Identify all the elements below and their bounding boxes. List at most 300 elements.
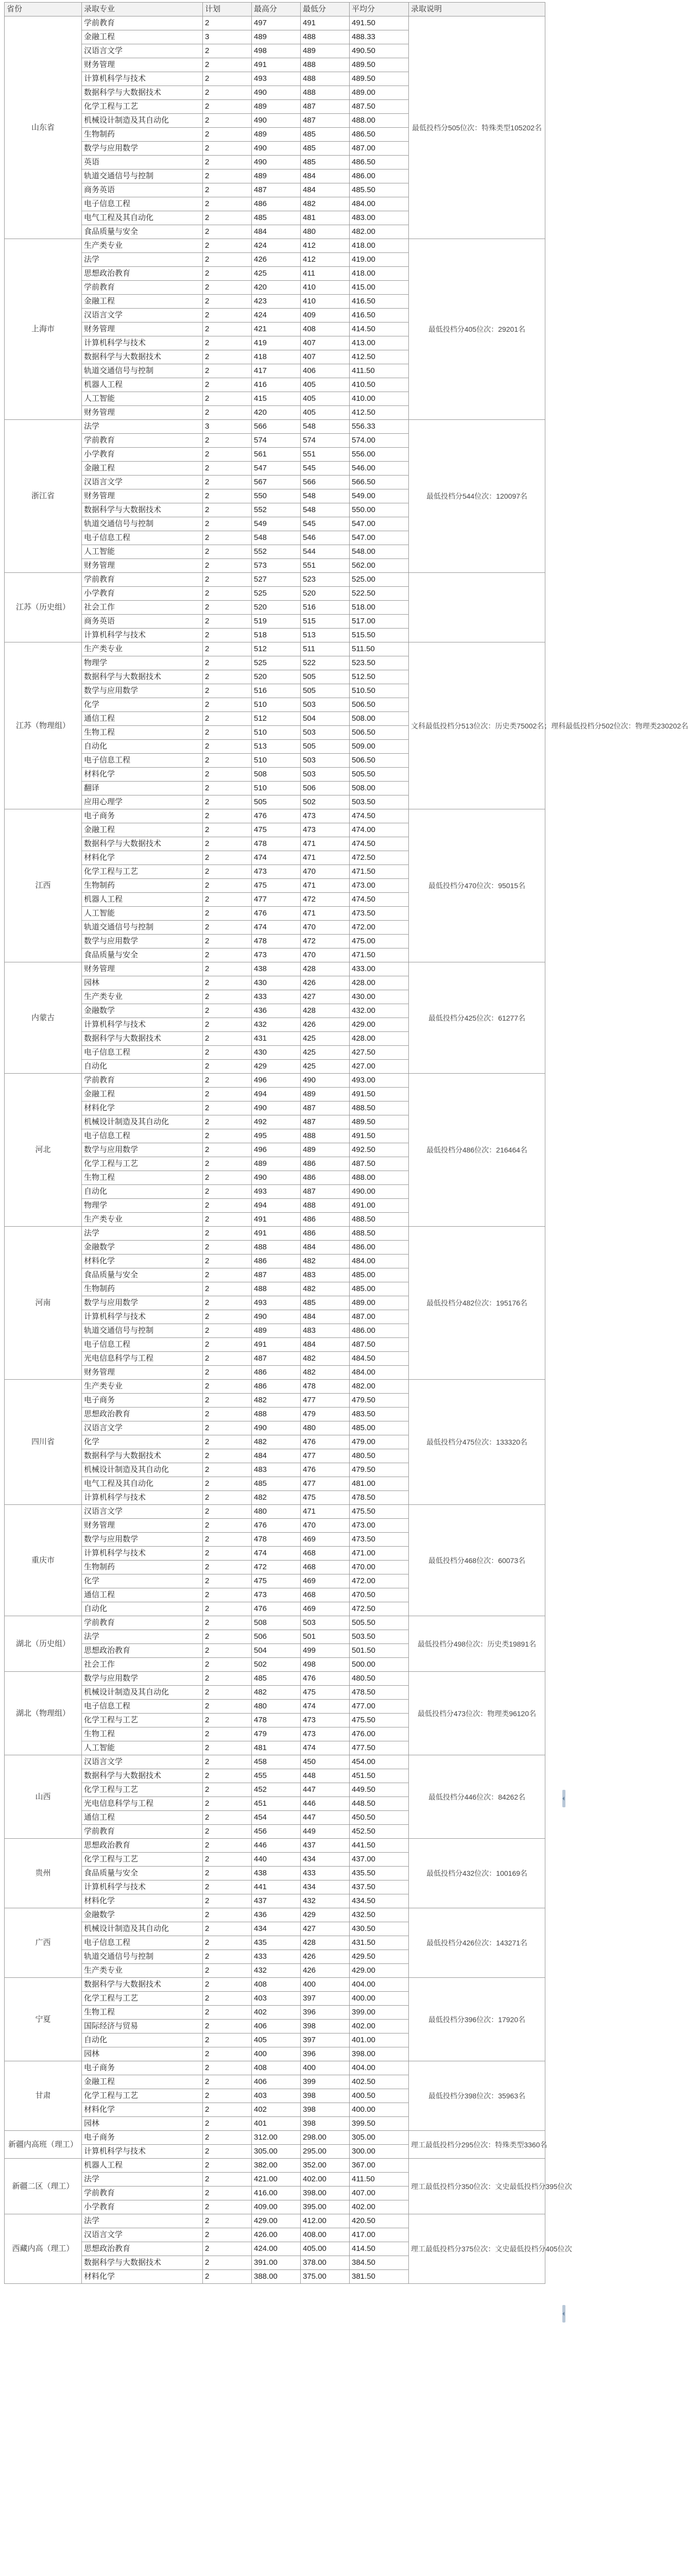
avg-score-cell: 381.50 (350, 2270, 409, 2284)
avg-score-cell: 399.50 (350, 2117, 409, 2131)
note-cell: 最低投档分544位次：120097名 (409, 420, 545, 573)
plan-cell: 2 (203, 2075, 252, 2089)
max-score-cell: 479 (252, 1727, 301, 1741)
max-score-cell: 441 (252, 1880, 301, 1894)
avg-score-cell: 522.50 (350, 587, 409, 601)
min-score-cell: 434 (301, 1880, 350, 1894)
major-cell: 生物制药 (82, 879, 203, 893)
province-cell: 贵州 (5, 1839, 82, 1908)
plan-cell: 2 (203, 142, 252, 156)
max-score-cell: 432 (252, 1964, 301, 1978)
header-plan: 计划 (203, 3, 252, 16)
avg-score-cell: 503.50 (350, 1630, 409, 1644)
major-cell: 电子信息工程 (82, 1700, 203, 1714)
max-score-cell: 552 (252, 545, 301, 559)
major-cell: 小学教育 (82, 587, 203, 601)
max-score-cell: 489 (252, 170, 301, 183)
major-cell: 汉语言文学 (82, 309, 203, 323)
avg-score-cell: 451.50 (350, 1769, 409, 1783)
major-cell: 化学 (82, 1574, 203, 1588)
plan-cell: 2 (203, 239, 252, 253)
min-score-cell: 407 (301, 350, 350, 364)
province-cell: 四川省 (5, 1380, 82, 1505)
major-cell: 材料化学 (82, 2270, 203, 2284)
avg-score-cell: 482.00 (350, 1380, 409, 1394)
avg-score-cell: 479.50 (350, 1394, 409, 1408)
max-score-cell: 476 (252, 1519, 301, 1533)
max-score-cell: 490 (252, 142, 301, 156)
province-cell: 山西 (5, 1755, 82, 1839)
min-score-cell: 469 (301, 1533, 350, 1547)
avg-score-cell: 525.00 (350, 573, 409, 587)
avg-score-cell: 488.50 (350, 1213, 409, 1227)
plan-cell: 2 (203, 1338, 252, 1352)
major-cell: 计算机科学与技术 (82, 1018, 203, 1032)
major-cell: 思想政治教育 (82, 267, 203, 281)
avg-score-cell: 487.50 (350, 100, 409, 114)
plan-cell: 2 (203, 1366, 252, 1380)
plan-cell: 2 (203, 1964, 252, 1978)
plan-cell: 2 (203, 170, 252, 183)
avg-score-cell: 429.50 (350, 1950, 409, 1964)
plan-cell: 2 (203, 921, 252, 935)
min-score-cell: 405 (301, 406, 350, 420)
major-cell: 金融工程 (82, 1088, 203, 1101)
table-row (5, 1074, 545, 1088)
max-score-cell: 437 (252, 1894, 301, 1908)
province-cell: 内蒙古 (5, 962, 82, 1074)
avg-score-cell: 470.50 (350, 1588, 409, 1602)
max-score-cell: 480 (252, 1700, 301, 1714)
major-cell: 数学与应用数学 (82, 684, 203, 698)
min-score-cell: 501 (301, 1630, 350, 1644)
min-score-cell: 405 (301, 378, 350, 392)
min-score-cell: 471 (301, 1505, 350, 1519)
plan-cell: 2 (203, 2006, 252, 2020)
avg-score-cell: 450.50 (350, 1811, 409, 1825)
major-cell: 化学工程与工艺 (82, 1157, 203, 1171)
major-cell: 材料化学 (82, 1255, 203, 1268)
plan-cell: 2 (203, 726, 252, 740)
avg-score-cell: 367.00 (350, 2159, 409, 2173)
avg-score-cell: 432.00 (350, 1004, 409, 1018)
max-score-cell: 485 (252, 1477, 301, 1491)
max-score-cell: 493 (252, 72, 301, 86)
max-score-cell: 486 (252, 1380, 301, 1394)
avg-score-cell: 411.50 (350, 2173, 409, 2187)
avg-score-cell: 473.00 (350, 879, 409, 893)
avg-score-cell: 486.50 (350, 128, 409, 142)
province-cell: 上海市 (5, 239, 82, 420)
major-cell: 电子商务 (82, 2061, 203, 2075)
plan-cell: 2 (203, 1004, 252, 1018)
max-score-cell: 474 (252, 851, 301, 865)
avg-score-cell: 483.50 (350, 1408, 409, 1421)
major-cell: 计算机科学与技术 (82, 1310, 203, 1324)
avg-score-cell: 404.00 (350, 1978, 409, 1992)
min-score-cell: 437 (301, 1839, 350, 1853)
avg-score-cell: 398.00 (350, 2047, 409, 2061)
plan-cell: 2 (203, 1853, 252, 1867)
plan-cell: 2 (203, 1686, 252, 1700)
avg-score-cell: 428.00 (350, 976, 409, 990)
avg-score-cell: 487.50 (350, 1338, 409, 1352)
min-score-cell: 488 (301, 1129, 350, 1143)
plan-cell: 2 (203, 879, 252, 893)
avg-score-cell: 487.00 (350, 142, 409, 156)
min-score-cell: 484 (301, 1241, 350, 1255)
min-score-cell: 471 (301, 837, 350, 851)
avg-score-cell: 452.50 (350, 1825, 409, 1839)
plan-cell: 2 (203, 2270, 252, 2284)
major-cell: 计算机科学与技术 (82, 1491, 203, 1505)
plan-cell: 2 (203, 1825, 252, 1839)
major-cell: 电子信息工程 (82, 1046, 203, 1060)
major-cell: 翻译 (82, 782, 203, 795)
plan-cell: 2 (203, 1129, 252, 1143)
avg-score-cell: 486.00 (350, 1324, 409, 1338)
major-cell: 汉语言文学 (82, 44, 203, 58)
min-score-cell: 488 (301, 1199, 350, 1213)
plan-cell: 2 (203, 197, 252, 211)
min-score-cell: 485 (301, 1296, 350, 1310)
avg-score-cell: 488.00 (350, 114, 409, 128)
min-score-cell: 378.00 (301, 2256, 350, 2270)
table-row (5, 1227, 545, 1241)
plan-cell: 2 (203, 128, 252, 142)
max-score-cell: 432 (252, 1018, 301, 1032)
province-cell: 重庆市 (5, 1505, 82, 1616)
min-score-cell: 548 (301, 489, 350, 503)
plan-cell: 2 (203, 309, 252, 323)
major-cell: 数据科学与大数据技术 (82, 837, 203, 851)
avg-score-cell: 428.00 (350, 1032, 409, 1046)
table-row (5, 16, 545, 30)
max-score-cell: 458 (252, 1755, 301, 1769)
major-cell: 生产类专业 (82, 1380, 203, 1394)
major-cell: 学前教育 (82, 1616, 203, 1630)
max-score-cell: 424 (252, 239, 301, 253)
major-cell: 金融数学 (82, 1908, 203, 1922)
major-cell: 通信工程 (82, 1811, 203, 1825)
plan-cell: 2 (203, 1602, 252, 1616)
avg-score-cell: 510.50 (350, 684, 409, 698)
major-cell: 小学教育 (82, 448, 203, 462)
plan-cell: 2 (203, 281, 252, 295)
min-score-cell: 483 (301, 1268, 350, 1282)
sidebar-toggle-tab[interactable] (562, 1790, 565, 1807)
max-score-cell: 491 (252, 1338, 301, 1352)
plan-cell: 2 (203, 1268, 252, 1282)
max-score-cell: 574 (252, 434, 301, 448)
major-cell: 数据科学与大数据技术 (82, 1769, 203, 1783)
max-score-cell: 478 (252, 1714, 301, 1727)
max-score-cell: 549 (252, 517, 301, 531)
min-score-cell: 487 (301, 100, 350, 114)
major-cell: 法学 (82, 420, 203, 434)
major-cell: 金融工程 (82, 30, 203, 44)
major-cell: 轨道交通信号与控制 (82, 170, 203, 183)
min-score-cell: 505 (301, 670, 350, 684)
avg-score-cell: 485.50 (350, 183, 409, 197)
major-cell: 生物工程 (82, 726, 203, 740)
major-cell: 计算机科学与技术 (82, 336, 203, 350)
max-score-cell: 473 (252, 948, 301, 962)
plan-cell: 2 (203, 1115, 252, 1129)
max-score-cell: 478 (252, 935, 301, 948)
avg-score-cell: 487.50 (350, 1157, 409, 1171)
max-score-cell: 512 (252, 642, 301, 656)
min-score-cell: 482 (301, 1255, 350, 1268)
min-score-cell: 488 (301, 72, 350, 86)
max-score-cell: 456 (252, 1825, 301, 1839)
plan-cell: 2 (203, 601, 252, 615)
avg-score-cell: 407.00 (350, 2187, 409, 2200)
major-cell: 电子信息工程 (82, 754, 203, 768)
province-cell: 河北 (5, 1074, 82, 1227)
plan-cell: 2 (203, 1755, 252, 1769)
min-score-cell: 398 (301, 2117, 350, 2131)
avg-score-cell: 488.00 (350, 1171, 409, 1185)
min-score-cell: 474 (301, 1741, 350, 1755)
avg-score-cell: 473.00 (350, 1519, 409, 1533)
plan-cell: 2 (203, 1157, 252, 1171)
major-cell: 通信工程 (82, 712, 203, 726)
plan-cell: 2 (203, 2117, 252, 2131)
min-score-cell: 503 (301, 768, 350, 782)
plan-cell: 2 (203, 1046, 252, 1060)
major-cell: 计算机科学与技术 (82, 1880, 203, 1894)
avg-score-cell: 505.50 (350, 768, 409, 782)
avg-score-cell: 574.00 (350, 434, 409, 448)
avg-score-cell: 474.50 (350, 837, 409, 851)
max-score-cell: 496 (252, 1074, 301, 1088)
min-score-cell: 477 (301, 1394, 350, 1408)
avg-score-cell: 417.00 (350, 2228, 409, 2242)
plan-cell: 2 (203, 350, 252, 364)
max-score-cell: 481 (252, 1741, 301, 1755)
plan-cell: 2 (203, 893, 252, 907)
avg-score-cell: 547.00 (350, 517, 409, 531)
avg-score-cell: 411.50 (350, 364, 409, 378)
plan-cell: 2 (203, 809, 252, 823)
table-row (5, 1908, 545, 1922)
table-row (5, 1672, 545, 1686)
max-score-cell: 520 (252, 670, 301, 684)
min-score-cell: 545 (301, 517, 350, 531)
avg-score-cell: 399.00 (350, 2006, 409, 2020)
plan-cell: 2 (203, 990, 252, 1004)
min-score-cell: 574 (301, 434, 350, 448)
max-score-cell: 440 (252, 1853, 301, 1867)
avg-score-cell: 454.00 (350, 1755, 409, 1769)
max-score-cell: 475 (252, 823, 301, 837)
major-cell: 小学教育 (82, 2200, 203, 2214)
min-score-cell: 475 (301, 1491, 350, 1505)
min-score-cell: 447 (301, 1783, 350, 1797)
max-score-cell: 494 (252, 1199, 301, 1213)
max-score-cell: 518 (252, 629, 301, 642)
avg-score-cell: 479.50 (350, 1463, 409, 1477)
max-score-cell: 482 (252, 1491, 301, 1505)
max-score-cell: 431 (252, 1032, 301, 1046)
major-cell: 电子信息工程 (82, 1936, 203, 1950)
min-score-cell: 397 (301, 2033, 350, 2047)
plan-cell: 2 (203, 1783, 252, 1797)
table-row (5, 573, 545, 587)
min-score-cell: 470 (301, 921, 350, 935)
min-score-cell: 503 (301, 1616, 350, 1630)
header-row (5, 3, 545, 16)
plan-cell: 2 (203, 1421, 252, 1435)
plan-cell: 2 (203, 16, 252, 30)
major-cell: 英语 (82, 156, 203, 170)
major-cell: 数学与应用数学 (82, 1296, 203, 1310)
note-cell: 最低投档分446位次：84262名 (409, 1755, 545, 1839)
max-score-cell: 489 (252, 30, 301, 44)
max-score-cell: 433 (252, 1950, 301, 1964)
sidebar-toggle-tab-lower[interactable] (562, 2305, 565, 2323)
plan-cell: 2 (203, 1463, 252, 1477)
max-score-cell: 420 (252, 281, 301, 295)
major-cell: 金融数学 (82, 1004, 203, 1018)
major-cell: 财务管理 (82, 962, 203, 976)
major-cell: 数据科学与大数据技术 (82, 1978, 203, 1992)
plan-cell: 2 (203, 503, 252, 517)
plan-cell: 2 (203, 865, 252, 879)
avg-score-cell: 418.00 (350, 267, 409, 281)
max-score-cell: 489 (252, 1324, 301, 1338)
plan-cell: 2 (203, 72, 252, 86)
max-score-cell: 421 (252, 323, 301, 336)
min-score-cell: 471 (301, 907, 350, 921)
plan-cell: 2 (203, 948, 252, 962)
major-cell: 化学工程与工艺 (82, 1853, 203, 1867)
avg-score-cell: 472.50 (350, 1602, 409, 1616)
min-score-cell: 428 (301, 1936, 350, 1950)
max-score-cell: 516 (252, 684, 301, 698)
max-score-cell: 490 (252, 1421, 301, 1435)
avg-score-cell: 431.50 (350, 1936, 409, 1950)
min-score-cell: 482 (301, 1282, 350, 1296)
avg-score-cell: 556.33 (350, 420, 409, 434)
avg-score-cell: 486.00 (350, 170, 409, 183)
note-cell: 最低投档分468位次：60073名 (409, 1505, 545, 1616)
plan-cell: 2 (203, 1588, 252, 1602)
min-score-cell: 400 (301, 1978, 350, 1992)
avg-score-cell: 441.50 (350, 1839, 409, 1853)
min-score-cell: 473 (301, 809, 350, 823)
plan-cell: 2 (203, 2103, 252, 2117)
min-score-cell: 471 (301, 879, 350, 893)
min-score-cell: 487 (301, 1115, 350, 1129)
plan-cell: 2 (203, 1616, 252, 1630)
max-score-cell: 405 (252, 2033, 301, 2047)
avg-score-cell: 419.00 (350, 253, 409, 267)
note-cell: 最低投档分505位次：特殊类型105202名 (409, 16, 545, 239)
plan-cell: 2 (203, 1060, 252, 1074)
max-score-cell: 403 (252, 1992, 301, 2006)
plan-cell: 2 (203, 1491, 252, 1505)
table-row (5, 962, 545, 976)
max-score-cell: 573 (252, 559, 301, 573)
max-score-cell: 550 (252, 489, 301, 503)
min-score-cell: 473 (301, 1714, 350, 1727)
min-score-cell: 476 (301, 1672, 350, 1686)
min-score-cell: 480 (301, 1421, 350, 1435)
avg-score-cell: 410.00 (350, 392, 409, 406)
avg-score-cell: 484.00 (350, 1366, 409, 1380)
plan-cell: 2 (203, 378, 252, 392)
plan-cell: 2 (203, 1811, 252, 1825)
max-score-cell: 446 (252, 1839, 301, 1853)
max-score-cell: 426 (252, 253, 301, 267)
max-score-cell: 495 (252, 1129, 301, 1143)
min-score-cell: 410 (301, 281, 350, 295)
major-cell: 机械设计制造及其自动化 (82, 1686, 203, 1700)
major-cell: 电子商务 (82, 1394, 203, 1408)
min-score-cell: 520 (301, 587, 350, 601)
plan-cell: 3 (203, 30, 252, 44)
max-score-cell: 419 (252, 336, 301, 350)
plan-cell: 2 (203, 1547, 252, 1561)
major-cell: 思想政治教育 (82, 1408, 203, 1421)
plan-cell: 2 (203, 267, 252, 281)
plan-cell: 2 (203, 754, 252, 768)
plan-cell: 2 (203, 907, 252, 921)
avg-score-cell: 485.00 (350, 1282, 409, 1296)
plan-cell: 2 (203, 406, 252, 420)
min-score-cell: 468 (301, 1547, 350, 1561)
max-score-cell: 408 (252, 2061, 301, 2075)
plan-cell: 2 (203, 823, 252, 837)
avg-score-cell: 471.50 (350, 948, 409, 962)
avg-score-cell: 508.00 (350, 712, 409, 726)
avg-score-cell: 485.00 (350, 1268, 409, 1282)
min-score-cell: 407 (301, 336, 350, 350)
max-score-cell: 472 (252, 1561, 301, 1574)
max-score-cell: 451 (252, 1797, 301, 1811)
major-cell: 人工智能 (82, 392, 203, 406)
max-score-cell: 438 (252, 962, 301, 976)
min-score-cell: 398.00 (301, 2187, 350, 2200)
max-score-cell: 490 (252, 114, 301, 128)
avg-score-cell: 506.50 (350, 754, 409, 768)
province-cell: 江苏（历史组） (5, 573, 82, 642)
min-score-cell: 484 (301, 170, 350, 183)
avg-score-cell: 402.00 (350, 2200, 409, 2214)
avg-score-cell: 485.00 (350, 1421, 409, 1435)
avg-score-cell: 484.00 (350, 197, 409, 211)
plan-cell: 2 (203, 768, 252, 782)
plan-cell: 2 (203, 323, 252, 336)
major-cell: 机器人工程 (82, 378, 203, 392)
province-cell: 湖北（历史组） (5, 1616, 82, 1672)
min-score-cell: 491 (301, 16, 350, 30)
min-score-cell: 400 (301, 2061, 350, 2075)
major-cell: 数学与应用数学 (82, 1533, 203, 1547)
plan-cell: 2 (203, 2145, 252, 2159)
avg-score-cell: 418.00 (350, 239, 409, 253)
major-cell: 轨道交通信号与控制 (82, 364, 203, 378)
max-score-cell: 486 (252, 1255, 301, 1268)
major-cell: 自动化 (82, 2033, 203, 2047)
max-score-cell: 402 (252, 2103, 301, 2117)
major-cell: 法学 (82, 1630, 203, 1644)
max-score-cell: 436 (252, 1908, 301, 1922)
note-cell: 最低投档分486位次：216464名 (409, 1074, 545, 1227)
plan-cell: 2 (203, 1074, 252, 1088)
